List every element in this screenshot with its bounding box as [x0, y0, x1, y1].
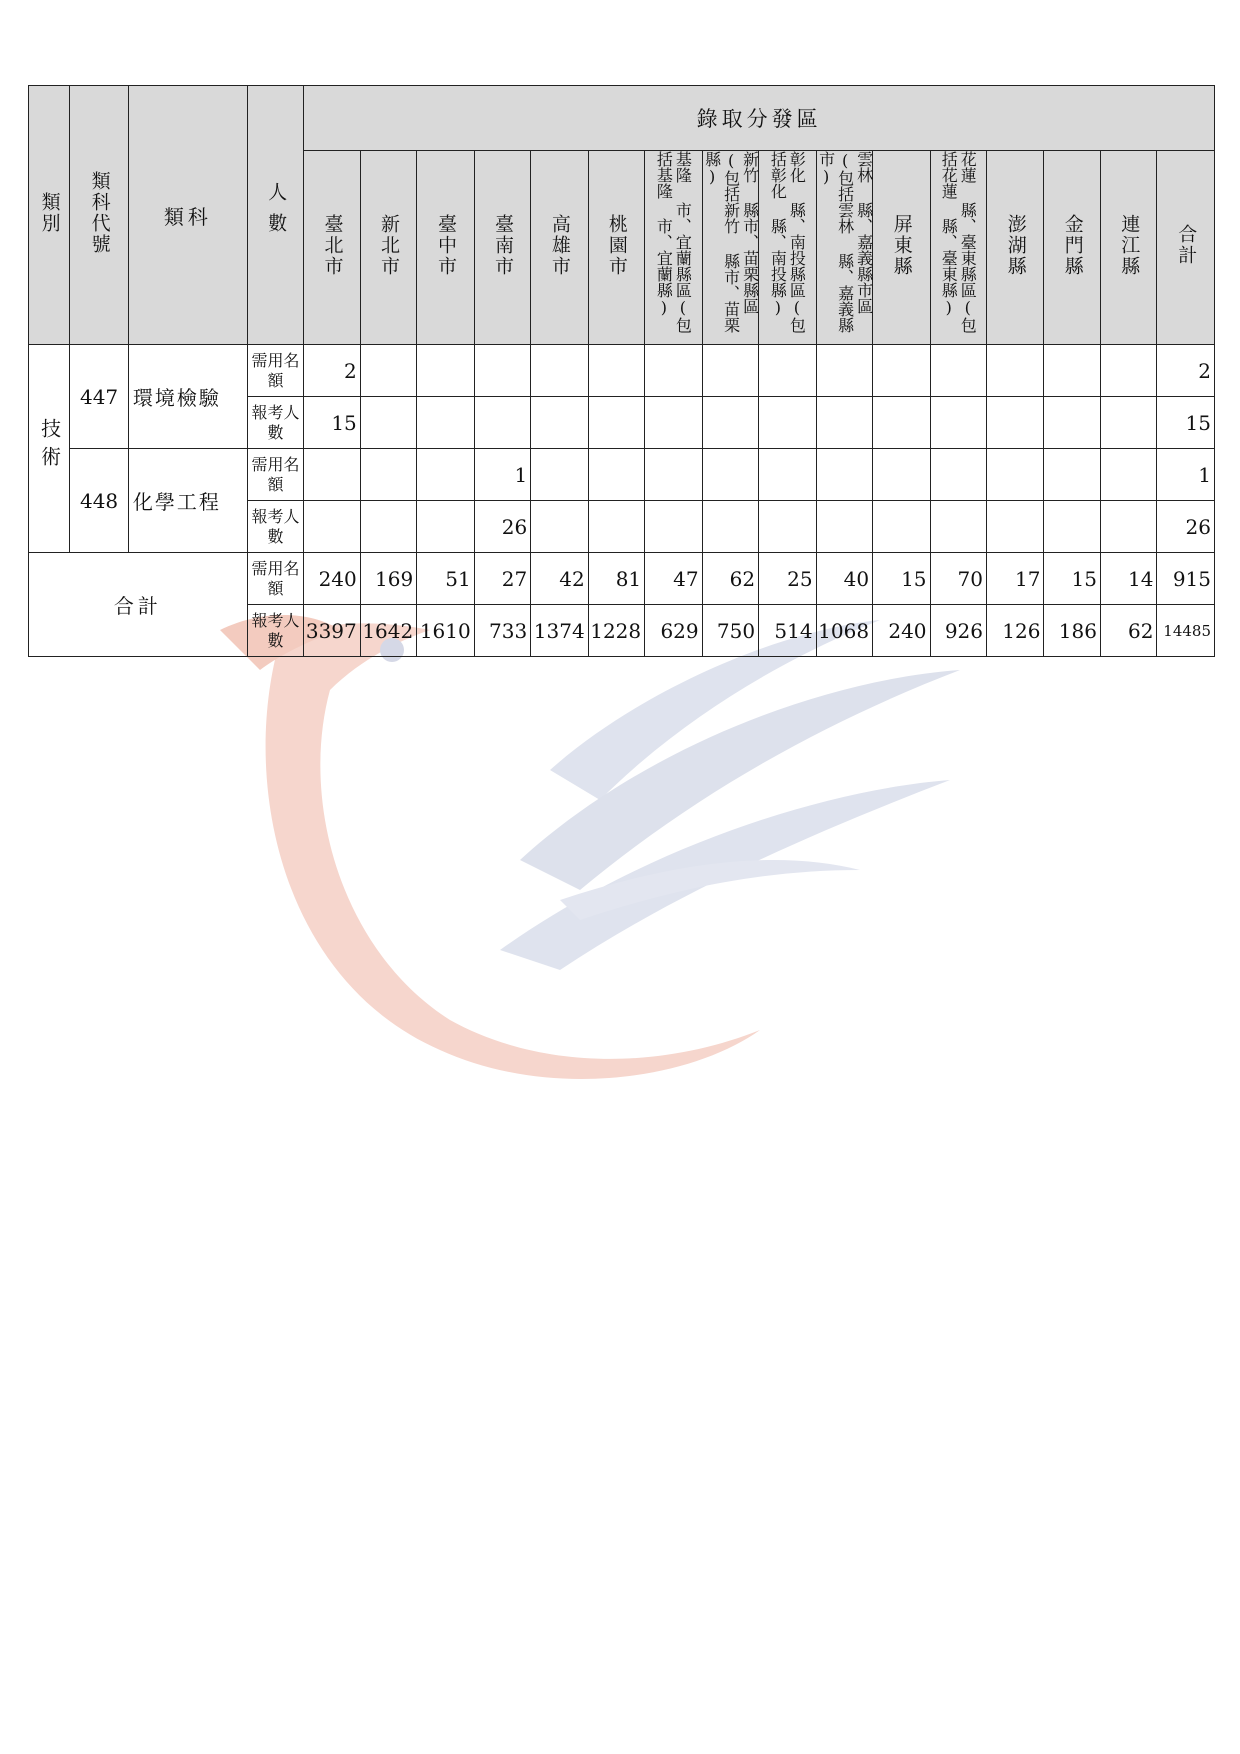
cell-value: 1374 — [531, 605, 588, 657]
cell-value: 51 — [417, 553, 474, 605]
cell-value: 2 — [304, 345, 360, 397]
header-people: 人數 — [247, 86, 303, 345]
cell-value: 1 — [474, 449, 530, 501]
row-label: 報考人數 — [247, 605, 303, 657]
cell-value: 26 — [1157, 501, 1215, 553]
cell-value — [759, 501, 816, 553]
cell-value — [1044, 397, 1100, 449]
cell-value — [930, 397, 986, 449]
cell-value: 17 — [987, 553, 1044, 605]
cell-value — [759, 397, 816, 449]
cell-value: 15 — [1157, 397, 1215, 449]
cell-value — [360, 397, 416, 449]
cell-value — [1044, 449, 1100, 501]
cell-value — [873, 501, 930, 553]
header-region-7: 新竹 縣市、苗栗縣區(包括新竹 縣市、苗栗縣) — [702, 151, 758, 345]
row-label: 需用名額 — [247, 553, 303, 605]
header-subject: 類科 — [128, 86, 247, 345]
table-row — [29, 449, 1215, 501]
header-region-14: 連江縣 — [1100, 151, 1156, 345]
table-row — [29, 553, 1215, 605]
cell-value: 15 — [304, 397, 360, 449]
header-region-group: 錄取分發區 — [304, 86, 1215, 151]
cell-value — [417, 501, 474, 553]
header-region-0: 臺北市 — [304, 151, 360, 345]
total-label: 合計 — [29, 553, 248, 657]
cell-value — [873, 397, 930, 449]
cell-value — [531, 397, 588, 449]
cell-value: 40 — [816, 553, 872, 605]
cell-value: 1228 — [588, 605, 644, 657]
cell-value — [531, 345, 588, 397]
cell-value — [702, 397, 758, 449]
cell-value — [930, 345, 986, 397]
cell-value — [304, 501, 360, 553]
cell-value — [873, 345, 930, 397]
cell-value — [417, 345, 474, 397]
cell-value: 27 — [474, 553, 530, 605]
cell-value — [360, 449, 416, 501]
subject-name: 化學工程 — [128, 449, 247, 553]
category-cell: 技術 — [29, 345, 70, 553]
subject-name: 環境檢驗 — [128, 345, 247, 449]
watermark-bird-logo — [220, 600, 1080, 1200]
header-subject-code: 類科代號 — [70, 86, 128, 345]
cell-value — [1100, 449, 1156, 501]
cell-value — [816, 397, 872, 449]
header-region-4: 高雄市 — [531, 151, 588, 345]
header-region-8: 彰化 縣、南投縣區(包括彰化 縣、南投縣) — [759, 151, 816, 345]
cell-value — [645, 345, 702, 397]
header-category: 類別 — [29, 86, 70, 345]
header-region-2: 臺中市 — [417, 151, 474, 345]
header-region-13: 金門縣 — [1044, 151, 1100, 345]
cell-value — [873, 449, 930, 501]
subject-code: 447 — [70, 345, 128, 449]
cell-value: 42 — [531, 553, 588, 605]
cell-value: 26 — [474, 501, 530, 553]
cell-value — [588, 397, 644, 449]
cell-value — [816, 345, 872, 397]
header-region-10: 屏東縣 — [873, 151, 930, 345]
cell-value — [759, 449, 816, 501]
cell-value — [588, 501, 644, 553]
cell-value: 15 — [1044, 553, 1100, 605]
cell-value: 15 — [873, 553, 930, 605]
cell-value — [417, 397, 474, 449]
header-region-12: 澎湖縣 — [987, 151, 1044, 345]
cell-value: 62 — [1100, 605, 1156, 657]
cell-value: 25 — [759, 553, 816, 605]
cell-value — [588, 449, 644, 501]
header-region-15: 合計 — [1157, 151, 1215, 345]
cell-value — [588, 345, 644, 397]
table-row — [29, 345, 1215, 397]
cell-value — [1100, 501, 1156, 553]
cell-value — [702, 449, 758, 501]
row-label: 報考人數 — [247, 501, 303, 553]
cell-value — [1100, 397, 1156, 449]
cell-value — [645, 449, 702, 501]
cell-value: 1610 — [417, 605, 474, 657]
cell-value: 514 — [759, 605, 816, 657]
cell-value — [304, 449, 360, 501]
row-label: 需用名額 — [247, 345, 303, 397]
cell-value — [816, 501, 872, 553]
cell-value — [987, 501, 1044, 553]
cell-value: 14 — [1100, 553, 1156, 605]
cell-value — [360, 501, 416, 553]
cell-value: 240 — [304, 553, 360, 605]
cell-value: 2 — [1157, 345, 1215, 397]
header-region-1: 新北市 — [360, 151, 416, 345]
cell-value — [1100, 345, 1156, 397]
cell-value — [645, 501, 702, 553]
header-region-9: 雲林 縣、嘉義縣市區(包括雲林 縣、嘉義縣市) — [816, 151, 872, 345]
cell-value — [930, 501, 986, 553]
cell-value — [759, 345, 816, 397]
cell-value: 70 — [930, 553, 986, 605]
cell-value — [816, 449, 872, 501]
cell-value — [702, 501, 758, 553]
subject-code: 448 — [70, 449, 128, 553]
cell-value: 1642 — [360, 605, 416, 657]
cell-value: 3397 — [304, 605, 360, 657]
cell-value: 629 — [645, 605, 702, 657]
cell-value — [987, 345, 1044, 397]
cell-value — [1044, 501, 1100, 553]
cell-value — [531, 449, 588, 501]
cell-value — [474, 397, 530, 449]
cell-value: 169 — [360, 553, 416, 605]
header-region-6: 基隆 市、宜蘭縣區(包括基隆 市、宜蘭縣) — [645, 151, 702, 345]
cell-value — [702, 345, 758, 397]
cell-value — [645, 397, 702, 449]
cell-value: 915 — [1157, 553, 1215, 605]
cell-value — [360, 345, 416, 397]
row-label: 需用名額 — [247, 449, 303, 501]
cell-value: 47 — [645, 553, 702, 605]
cell-value: 62 — [702, 553, 758, 605]
cell-value: 126 — [987, 605, 1044, 657]
cell-value: 926 — [930, 605, 986, 657]
cell-value: 14485 — [1157, 605, 1215, 657]
cell-value: 733 — [474, 605, 530, 657]
cell-value — [987, 397, 1044, 449]
header-region-5: 桃園市 — [588, 151, 644, 345]
cell-value — [474, 345, 530, 397]
header-region-11: 花蓮 縣、臺東縣區(包括花蓮 縣、臺東縣) — [930, 151, 986, 345]
admission-quota-table — [28, 85, 1215, 657]
cell-value — [531, 501, 588, 553]
cell-value — [417, 449, 474, 501]
cell-value — [1044, 345, 1100, 397]
row-label: 報考人數 — [247, 397, 303, 449]
cell-value: 81 — [588, 553, 644, 605]
cell-value: 186 — [1044, 605, 1100, 657]
cell-value — [930, 449, 986, 501]
header-region-3: 臺南市 — [474, 151, 530, 345]
cell-value: 1 — [1157, 449, 1215, 501]
cell-value — [987, 449, 1044, 501]
cell-value: 240 — [873, 605, 930, 657]
cell-value: 1068 — [816, 605, 872, 657]
cell-value: 750 — [702, 605, 758, 657]
